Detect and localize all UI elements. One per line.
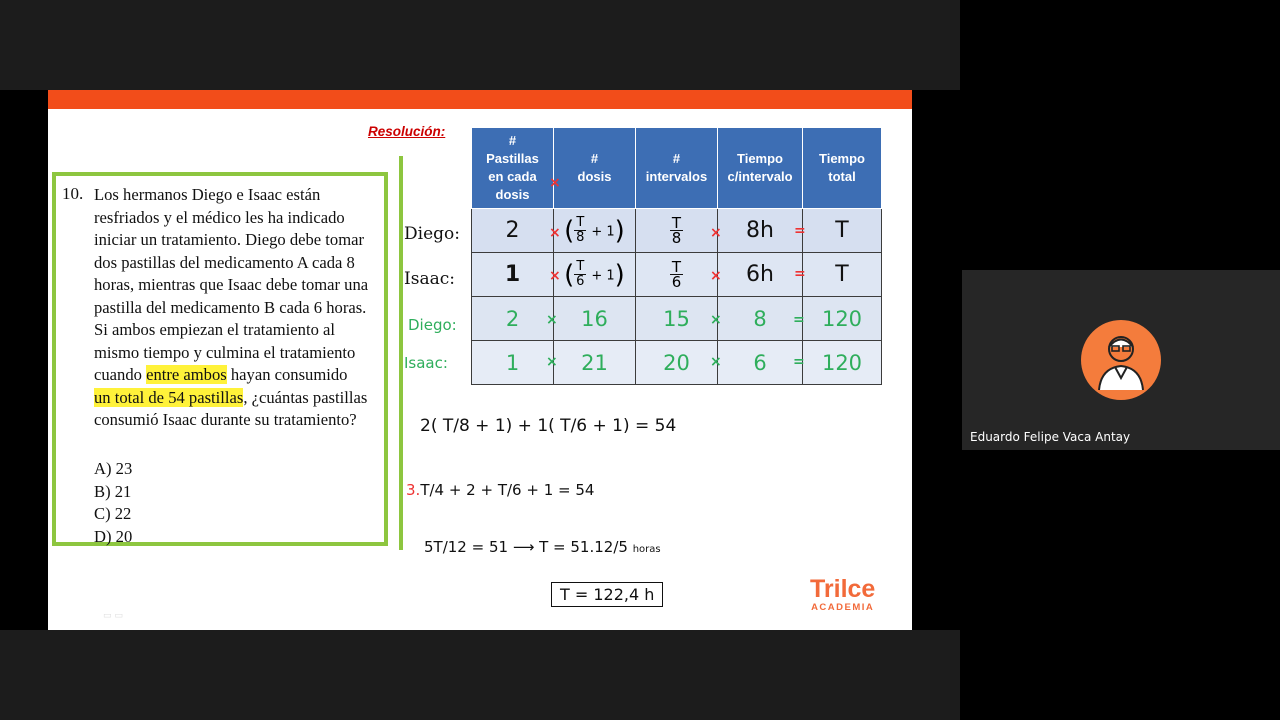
cell-time: 6 [718,341,803,385]
cell-pills: 1 [472,341,554,385]
question-line: dos pastillas del medicamento A cada 8 [94,252,355,272]
answer-boxed: T = 122,4 h [551,585,663,604]
cell-doses: ( $\frac{T}{8}$ + 1) [554,209,636,253]
cell-doses: ( $\frac{T}{6}$ + 1) [554,253,636,297]
row-label-isaac: Isaac: [404,269,455,289]
equals-op: = [793,312,805,328]
participant-tile[interactable] [962,270,1280,450]
avatar-icon [1081,320,1161,400]
cell-intervals: 20 [636,341,718,385]
times-op: × [710,354,722,370]
cell-total: T [803,253,882,297]
cell-total: 120 [803,341,882,385]
header-intervals: # intervalos [636,128,718,209]
table-row [472,209,882,253]
cell-time: 8 [718,297,803,341]
shared-slide [48,90,912,630]
option-b: B) 21 [94,481,132,501]
equation-2: 3.T/4 + 2 + T/6 + 1 = 54 [406,481,595,499]
highlight-entre-ambos: entre ambos [146,365,227,384]
cell-pills: 2 [472,209,554,253]
bottom-letterbox [0,630,960,720]
option-c: C) 22 [94,504,132,523]
green-divider [399,156,403,550]
participant-name: Eduardo Felipe Vaca Antay [970,430,1131,444]
cell-intervals: $\frac{T}{6}$ [636,253,718,297]
cell-time: 6h [718,253,803,297]
table-row [472,297,882,341]
cell-doses: 16 [554,297,636,341]
option-d: D) 20 [94,526,133,546]
times-op: × [549,175,561,191]
header-total-time: Tiempo total [803,128,882,209]
cell-intervals: 15 [636,297,718,341]
equals-op: = [794,266,806,282]
table-row [472,253,882,297]
question-line: un total de 54 pastillas, ¿cuántas pastillas [94,387,368,407]
slide-header-band [48,90,912,109]
question-line: Los hermanos Diego e Isaac están [94,185,321,204]
times-op: × [549,268,561,284]
question-number: 10. [62,184,84,203]
highlight-total-54: un total de 54 pastillas [94,387,244,407]
question-line: Si ambos empiezan el tratamiento al [94,320,335,339]
row-label-diego-2: Diego: [408,316,457,334]
cell-pills: 1 [472,253,554,297]
question-line: iniciar un tratamiento. Diego debe tomar [94,230,365,249]
answer-options [94,458,132,548]
question-box [52,172,388,546]
equation-3: 5T/12 = 51 ⟶ T = 51.12/5 horas [424,538,661,556]
question-line: mismo tiempo y culmina el tratamiento [94,342,356,362]
cell-total: 120 [803,297,882,341]
equals-op: = [793,354,805,370]
times-op: × [710,312,722,328]
times-op: × [710,268,722,284]
row-label-diego: Diego: [404,224,460,244]
table-row [472,341,882,385]
cell-total: T [803,209,882,253]
times-op: × [549,225,561,241]
times-op: × [546,354,558,370]
equals-op: = [794,223,806,239]
cell-intervals: $\frac{T}{8}$ [636,209,718,253]
table-header-row [472,128,882,209]
slide-controls-icon[interactable]: ▭ ▭ [103,611,123,621]
question-line: consumió Isaac durante su tratamiento? [94,410,357,429]
header-doses: # dosis [554,128,636,209]
cell-doses: 21 [554,341,636,385]
times-op: × [710,225,722,241]
top-letterbox [0,0,960,90]
row-label-isaac-2: Isaac: [404,354,448,372]
question-line: horas, mientras que Isaac debe tomar una [94,275,369,294]
cell-pills: 2 [472,297,554,341]
question-text [94,184,390,432]
arrow-icon: ⟶ [512,538,535,556]
resolution-label: Resolución: [368,124,446,139]
question-line: cuando entre ambos hayan consumido [94,365,348,384]
resolution-table [471,127,882,385]
equation-1: 2( T/8 + 1) + 1( T/6 + 1) = 54 [420,416,677,436]
question-line: pastilla del medicamento B cada 6 horas. [94,297,367,317]
option-a: A) 23 [94,459,133,478]
question-line: resfriados y el médico les ha indicado [94,207,345,227]
cell-time: 8h [718,209,803,253]
trilce-logo: Trilce ACADEMIA [810,575,876,613]
header-pills: # Pastillas en cada dosis [472,128,554,209]
header-time-interval: Tiempo c/intervalo [718,128,803,209]
times-op: × [546,312,558,328]
